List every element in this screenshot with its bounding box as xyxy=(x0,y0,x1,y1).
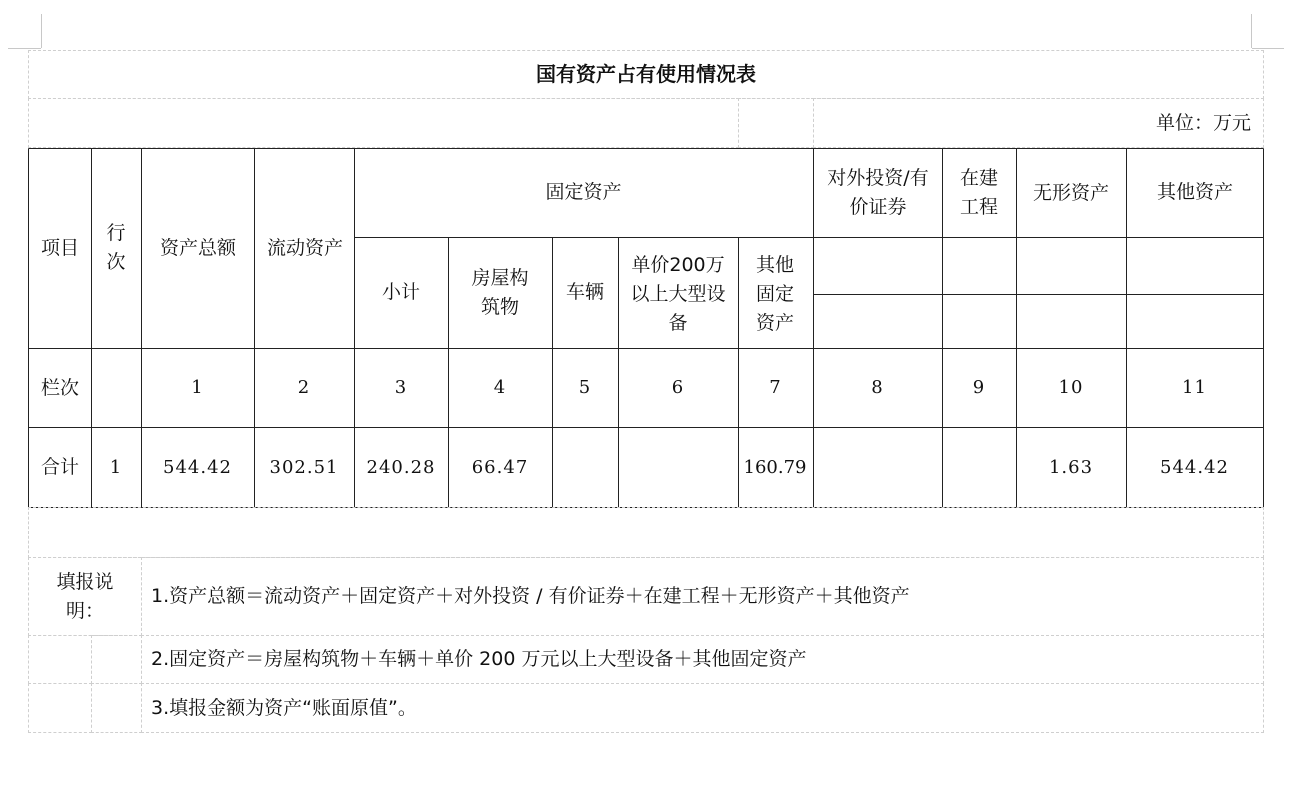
table-title: 国有资产占有使用情况表 xyxy=(28,50,1264,99)
column-index-cell: 7 xyxy=(769,377,782,398)
header-buildings: 房屋构筑物 xyxy=(471,267,529,318)
total-row-cell xyxy=(552,427,618,507)
header-vehicles: 车辆 xyxy=(565,281,604,303)
header-fixed-subtotal: 小计 xyxy=(381,281,420,303)
notes-blank xyxy=(91,683,142,733)
total-row-label: 合计 xyxy=(40,455,79,478)
header-other-assets: 其他资产 xyxy=(1156,181,1233,203)
spacer-row xyxy=(28,507,1264,558)
header-item: 项目 xyxy=(40,236,79,259)
page-corner-mark xyxy=(1251,14,1252,48)
unit-row-blank xyxy=(738,98,814,148)
note-item: 3.填报金额为资产“账面原值”。 xyxy=(141,683,1264,733)
page-corner-mark xyxy=(1252,48,1284,49)
total-row-cell: 544.42 xyxy=(163,456,232,478)
header-current-assets: 流动资产 xyxy=(266,236,343,259)
total-row-cell: 240.28 xyxy=(366,456,436,478)
total-row-cell: 1.63 xyxy=(1048,456,1094,478)
column-index-cell: 10 xyxy=(1058,377,1084,398)
unit-row-blank xyxy=(28,98,739,148)
note-item: 1.资产总额＝流动资产＋固定资产＋对外投资 / 有价证券＋在建工程＋无形资产＋其他资产 xyxy=(141,557,1264,636)
page-corner-mark xyxy=(8,48,41,49)
column-index-cell: 11 xyxy=(1182,377,1207,398)
header-total-assets: 资产总额 xyxy=(159,236,236,259)
total-row-cell xyxy=(813,427,942,507)
column-index-cell: 8 xyxy=(871,377,884,398)
column-index-cell: 4 xyxy=(493,377,507,398)
column-index-cell: 6 xyxy=(671,377,685,398)
total-row-cell: 66.47 xyxy=(471,456,529,478)
notes-label: 填报说明： xyxy=(28,557,142,636)
notes-blank xyxy=(91,635,142,684)
header-external-investment: 对外投资/有价证券 xyxy=(827,167,929,218)
column-index-cell xyxy=(91,348,141,427)
header-row-no: 行次 xyxy=(106,222,126,273)
column-index-cell: 2 xyxy=(297,377,311,398)
header-construction: 在建工程 xyxy=(959,167,998,218)
page-corner-mark xyxy=(41,14,42,48)
header-other-fixed: 其他固定资产 xyxy=(755,253,794,334)
column-index-cell: 1 xyxy=(191,377,204,398)
column-index-cell: 5 xyxy=(578,377,592,398)
total-row-cell xyxy=(942,427,1016,507)
note-item: 2.固定资产＝房屋构筑物＋车辆＋单价 200 万元以上大型设备＋其他固定资产 xyxy=(141,635,1264,684)
column-index-cell: 3 xyxy=(394,377,408,398)
header-intangible: 无形资产 xyxy=(1032,181,1109,204)
unit-label: 单位：万元 xyxy=(813,98,1264,148)
total-row-cell: 160.79 xyxy=(743,456,807,478)
total-row-cell: 1 xyxy=(109,456,123,478)
total-row-cell: 302.51 xyxy=(269,456,339,478)
notes-blank xyxy=(28,635,92,684)
notes-blank xyxy=(28,683,92,733)
header-fixed-assets: 固定资产 xyxy=(545,181,622,203)
column-index-cell: 9 xyxy=(972,377,986,398)
total-row-cell xyxy=(618,427,738,507)
header-large-equipment: 单价200万以上大型设备 xyxy=(630,253,726,334)
column-index-label: 栏次 xyxy=(40,376,79,399)
total-row-cell: 544.42 xyxy=(1160,456,1229,478)
